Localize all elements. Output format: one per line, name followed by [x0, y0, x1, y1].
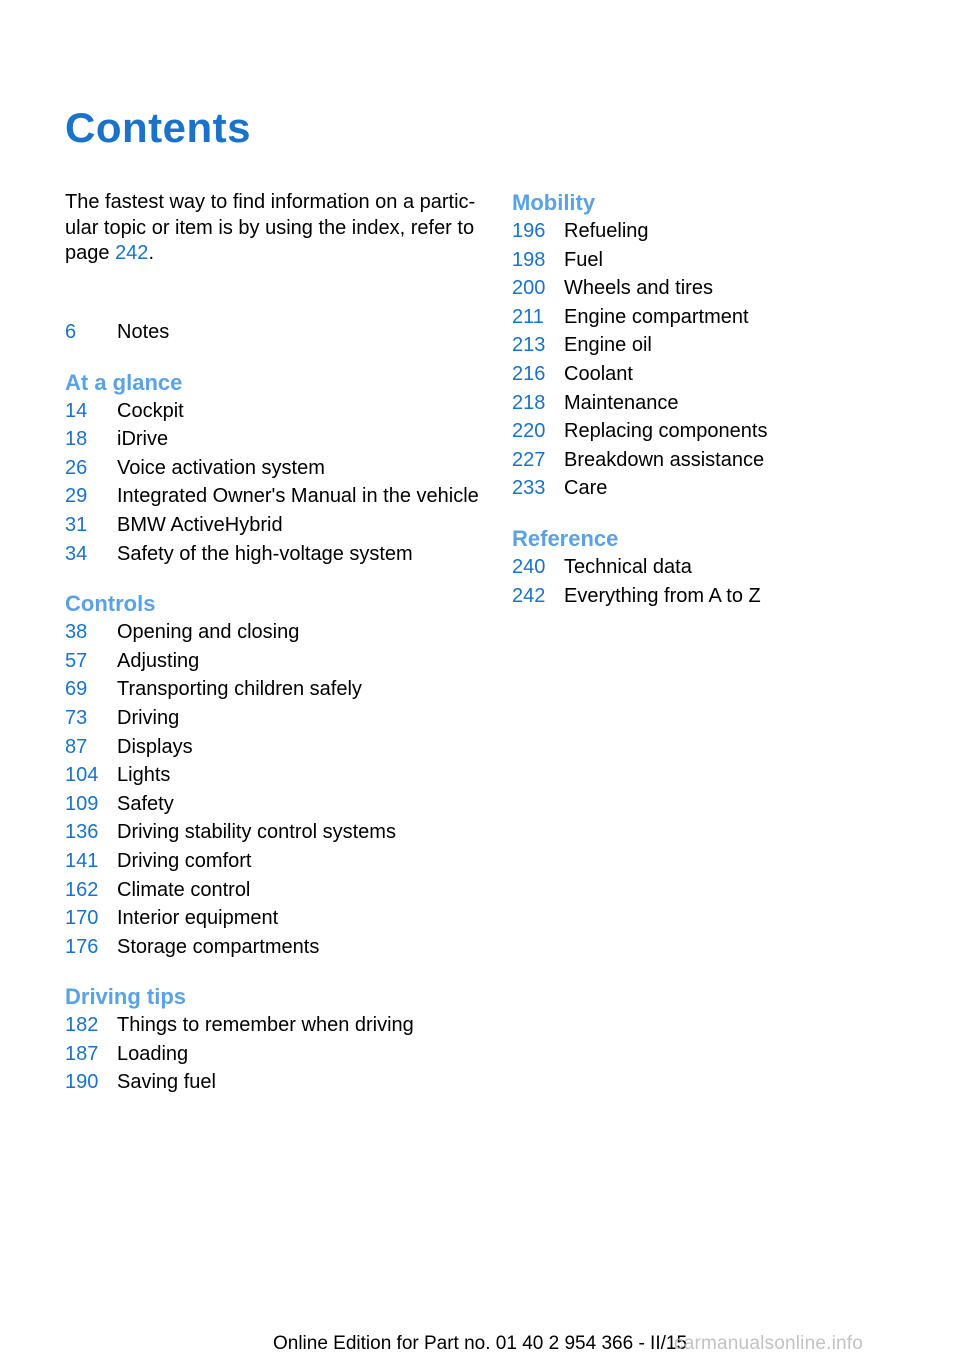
- toc-page-number[interactable]: 29: [65, 485, 88, 508]
- toc-entry-label: Things to remember when driving: [117, 1014, 414, 1037]
- toc-entry[interactable]: [512, 417, 932, 446]
- toc-entry[interactable]: [65, 790, 495, 819]
- toc-entry[interactable]: [512, 217, 932, 246]
- toc-entry[interactable]: [65, 397, 495, 426]
- toc-entry-label: Maintenance: [564, 391, 679, 414]
- toc-page-number[interactable]: 14: [65, 399, 88, 422]
- toc-page-number[interactable]: 34: [65, 542, 88, 565]
- toc-page-number[interactable]: 69: [65, 678, 88, 701]
- toc-entry-label: iDrive: [117, 428, 169, 451]
- toc-page-number[interactable]: 109: [65, 792, 99, 815]
- toc-entry-label: Breakdown assistance: [564, 448, 765, 471]
- toc-entry[interactable]: [65, 704, 495, 733]
- toc-entry-label: Driving: [117, 706, 180, 729]
- intro-end: .: [148, 242, 154, 265]
- toc-page-number[interactable]: 240: [512, 555, 546, 578]
- toc-page-number[interactable]: 73: [65, 706, 88, 729]
- toc-right-column: [512, 189, 932, 610]
- section-heading: At a glance: [65, 369, 183, 395]
- watermark-text: carmanualsonline.info: [674, 1333, 864, 1354]
- toc-entry[interactable]: [65, 1040, 495, 1069]
- toc-entry-label: Saving fuel: [117, 1071, 216, 1094]
- toc-entry[interactable]: [65, 1068, 495, 1097]
- toc-entry[interactable]: [65, 618, 495, 647]
- toc-entry[interactable]: [65, 511, 495, 540]
- index-page-link[interactable]: 242: [115, 242, 149, 265]
- toc-page-number[interactable]: 198: [512, 248, 546, 271]
- toc-entry-label: Displays: [117, 735, 193, 758]
- intro-text: The fastest way to find information on a partic‐ ular topic or item is by using the index, refer to page: [65, 191, 476, 265]
- section-heading: Driving tips: [65, 984, 187, 1010]
- toc-page-number[interactable]: 141: [65, 849, 99, 872]
- toc-entry[interactable]: [65, 540, 495, 569]
- toc-entry-label: Driving stability control systems: [117, 821, 396, 844]
- toc-entry[interactable]: [65, 847, 495, 876]
- toc-entry[interactable]: [65, 482, 495, 511]
- toc-entry-label: Engine oil: [564, 334, 652, 357]
- toc-entry-label: Lights: [117, 764, 171, 787]
- toc-page-number[interactable]: 57: [65, 649, 88, 672]
- toc-entry-label: Loading: [117, 1042, 189, 1065]
- toc-entry-label: Refueling: [564, 220, 649, 242]
- toc-page-number[interactable]: 216: [512, 362, 546, 385]
- section-heading: Mobility: [512, 190, 596, 215]
- toc-page-number[interactable]: 220: [512, 420, 546, 443]
- toc-entry-label: Wheels and tires: [564, 277, 713, 300]
- toc-page-number[interactable]: 187: [65, 1042, 99, 1065]
- toc-page-number[interactable]: 18: [65, 428, 88, 451]
- toc-page-number[interactable]: 233: [512, 477, 546, 500]
- toc-entry[interactable]: [65, 647, 495, 676]
- toc-entry[interactable]: [512, 303, 932, 332]
- toc-entry[interactable]: [512, 389, 932, 418]
- page-title: Contents: [65, 104, 251, 151]
- toc-page-number[interactable]: 176: [65, 935, 99, 958]
- toc-left-column: [65, 318, 495, 1097]
- intro-paragraph: [65, 190, 485, 267]
- section-heading: Reference: [512, 525, 619, 551]
- toc-entry-label: Climate control: [117, 878, 251, 901]
- section-spacer: [512, 503, 932, 525]
- toc-entry-label: Transporting children safely: [117, 678, 362, 701]
- toc-entry-label: Driving comfort: [117, 849, 252, 872]
- toc-page-number[interactable]: 162: [65, 878, 99, 901]
- toc-entry-label: Notes: [117, 321, 170, 343]
- toc-page-number[interactable]: 87: [65, 735, 88, 758]
- toc-entry-label: Replacing components: [564, 420, 768, 443]
- toc-page-number[interactable]: 104: [65, 764, 99, 787]
- toc-page-number[interactable]: 38: [65, 621, 88, 644]
- toc-entry[interactable]: [65, 818, 495, 847]
- toc-entry-label: Technical data: [564, 555, 692, 578]
- toc-entry[interactable]: [65, 454, 495, 483]
- toc-entry[interactable]: [65, 904, 495, 933]
- toc-entry[interactable]: [512, 246, 932, 275]
- toc-page-number[interactable]: 227: [512, 448, 546, 471]
- toc-page-number[interactable]: 6: [65, 321, 77, 343]
- toc-entry[interactable]: [65, 425, 495, 454]
- toc-entry[interactable]: [65, 675, 495, 704]
- toc-entry-label: Cockpit: [117, 399, 184, 422]
- toc-entry[interactable]: [65, 733, 495, 762]
- toc-entry-label: Coolant: [564, 362, 633, 385]
- toc-entry-label: Interior equipment: [117, 907, 279, 930]
- toc-entry[interactable]: [512, 446, 932, 475]
- toc-entry-label: Opening and closing: [117, 621, 300, 644]
- toc-entry[interactable]: [65, 1011, 495, 1040]
- toc-entry[interactable]: [512, 474, 932, 503]
- toc-entry[interactable]: [65, 318, 495, 347]
- toc-entry-label: Storage compartments: [117, 935, 320, 958]
- toc-entry-label: Integrated Owner's Manual in the vehicle: [117, 485, 479, 508]
- toc-page-number[interactable]: 136: [65, 821, 99, 844]
- toc-entry[interactable]: [65, 761, 495, 790]
- section-spacer: [65, 961, 495, 983]
- toc-entry-label: Engine compartment: [564, 305, 749, 328]
- toc-entry-label: Everything from A to Z: [564, 584, 761, 607]
- toc-entry-label: Care: [564, 477, 608, 500]
- toc-entry[interactable]: [65, 876, 495, 905]
- toc-entry-label: Voice activation system: [117, 456, 325, 479]
- toc-entry[interactable]: [512, 274, 932, 303]
- toc-entry[interactable]: [512, 331, 932, 360]
- toc-page-number[interactable]: 242: [512, 584, 546, 607]
- toc-page-number[interactable]: 200: [512, 277, 546, 300]
- toc-page-number[interactable]: 31: [65, 513, 88, 536]
- toc-entry[interactable]: [65, 933, 495, 962]
- section-spacer: [65, 568, 495, 590]
- toc-entry-label: BMW ActiveHybrid: [117, 513, 283, 536]
- toc-page-number[interactable]: 213: [512, 334, 546, 357]
- toc-entry-label: Safety: [117, 792, 174, 815]
- footer-edition-text: Online Edition for Part no. 01 40 2 954 366 - II/15: [272, 1333, 688, 1354]
- section-spacer: [65, 347, 495, 369]
- toc-entry-label: Adjusting: [117, 649, 200, 672]
- toc-entry[interactable]: [512, 553, 932, 582]
- toc-entry-label: Safety of the high-voltage system: [117, 542, 413, 565]
- toc-entry[interactable]: [512, 582, 932, 611]
- toc-page-number[interactable]: 196: [512, 220, 546, 242]
- toc-page-number[interactable]: 190: [65, 1071, 99, 1094]
- toc-page-number[interactable]: 170: [65, 907, 99, 930]
- toc-page-number[interactable]: 218: [512, 391, 546, 414]
- section-heading: Controls: [65, 591, 156, 617]
- toc-entry[interactable]: [512, 360, 932, 389]
- toc-entry-label: Fuel: [564, 248, 603, 271]
- toc-page-number[interactable]: 182: [65, 1014, 99, 1037]
- toc-page-number[interactable]: 211: [512, 305, 544, 328]
- toc-page-number[interactable]: 26: [65, 456, 88, 479]
